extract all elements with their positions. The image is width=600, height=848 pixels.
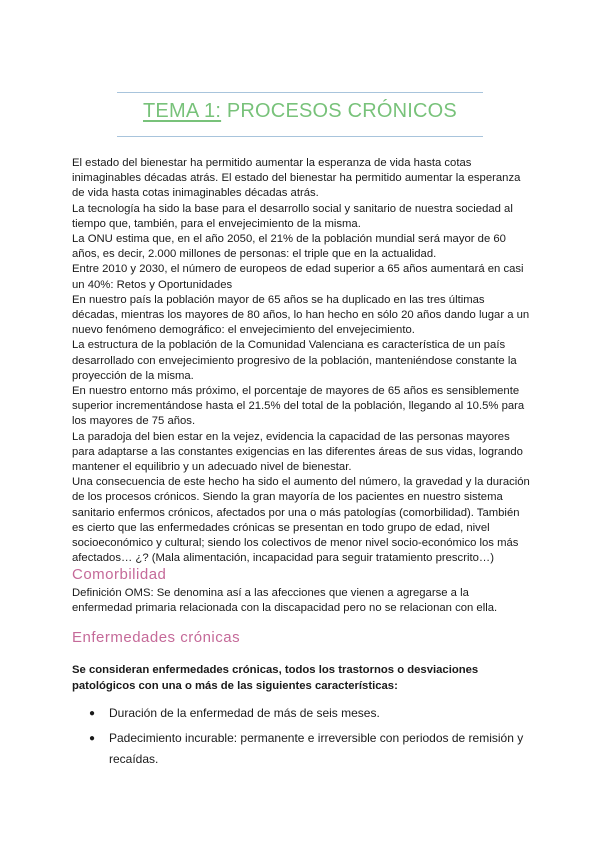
paragraph: En nuestro entorno más próximo, el porcentaje de mayores de 65 años es sensiblemente superior incrementándose hasta el 21.5% del total de la población, llegando al 10.5% para los mayores de 75 años.: [72, 385, 525, 428]
heading-enfermedades-cronicas: Enfermedades crónicas: [72, 629, 241, 646]
paragraph: En nuestro país la población mayor de 65 años se ha duplicado en las tres últimas décadas, mientras los mayores de 80 años, lo han hecho en sólo 20 años dando lugar a un nuevo fenómeno demográfico: el envejecimiento del envejecimiento.: [72, 293, 530, 337]
page-title: [0, 100, 600, 123]
paragraph: La ONU estima que, en el año 2050, el 21% de la población mundial será mayor de 60 años, es decir, 2.000 millones de personas: el triple que en la actualidad.: [72, 233, 506, 261]
bullet-icon: ●: [89, 708, 96, 719]
title-rest: PROCESOS CRÓNICOS: [221, 100, 457, 122]
characteristics-list: [72, 703, 532, 774]
paragraph: El estado del bienestar ha permitido aumentar la esperanza de vida hasta cotas inimaginables décadas atrás. El estado del bienestar ha permitido aumentar la esperanza de vida hasta cotas inimaginables décadas atrás.: [72, 157, 521, 200]
bullet-icon: ●: [89, 733, 96, 744]
list-item-text: Duración de la enfermedad de más de seis meses.: [109, 706, 380, 720]
paragraph: La estructura de la población de la Comunidad Valenciana es característica de un país desarrollado con envejecimiento progresivo de la población, manteniéndose constante la proyección de la misma.: [72, 339, 517, 382]
list-item-text: Padecimiento incurable: permanente e irreversible con periodos de remisión y recaídas.: [109, 731, 524, 766]
paragraph: La paradoja del bien estar en la vejez, evidencia la capacidad de las personas mayores para adaptarse a las constantes exigencias en las diferentes áreas de sus vidas, logrando mantener el equilibrio y un adecuado nivel de bienestar.: [72, 430, 523, 474]
paragraph: La tecnología ha sido la base para el desarrollo social y sanitario de nuestra sociedad al tiempo que, también, para el envejecimiento de la misma.: [72, 202, 513, 230]
body-text: [72, 156, 532, 566]
title-top-rule: [117, 92, 483, 93]
paragraph: Entre 2010 y 2030, el número de europeos de edad superior a 65 años aumentará en casi un 40%: Retos y Oportunidades: [72, 263, 524, 291]
paragraph: Una consecuencia de este hecho ha sido el aumento del número, la gravedad y la duración de los procesos crónicos. Siendo la gran mayoría de los pacientes en nuestro sistema sanitario enfermos crónicos, afectados por una o más patologías (comorbilidad). También es cierto que las enfermedades crónicas se presentan en todo grupo de edad, nivel socioeconómico y cultural; siendo los colectivos de menor nivel socio-económico los más afectados… ¿? (Mala alimentación, incapacidad para seguir tratamiento prescrito…): [72, 476, 530, 565]
title-bottom-rule: [117, 136, 483, 137]
comorbilidad-definition: Definición OMS: Se denomina así a las afecciones que vienen a agregarse a la enfermedad primaria relacionada con la discapacidad pero no se relacionan con ella.: [72, 587, 498, 615]
list-item: [72, 728, 532, 770]
heading-comorbilidad: Comorbilidad: [72, 566, 167, 583]
enfermedades-intro: Se consideran enfermedades crónicas, todos los trastornos o desviaciones patológicos con una o más de las siguientes características:: [72, 664, 479, 692]
list-item: [72, 703, 532, 724]
title-lead: TEMA 1:: [143, 100, 222, 122]
